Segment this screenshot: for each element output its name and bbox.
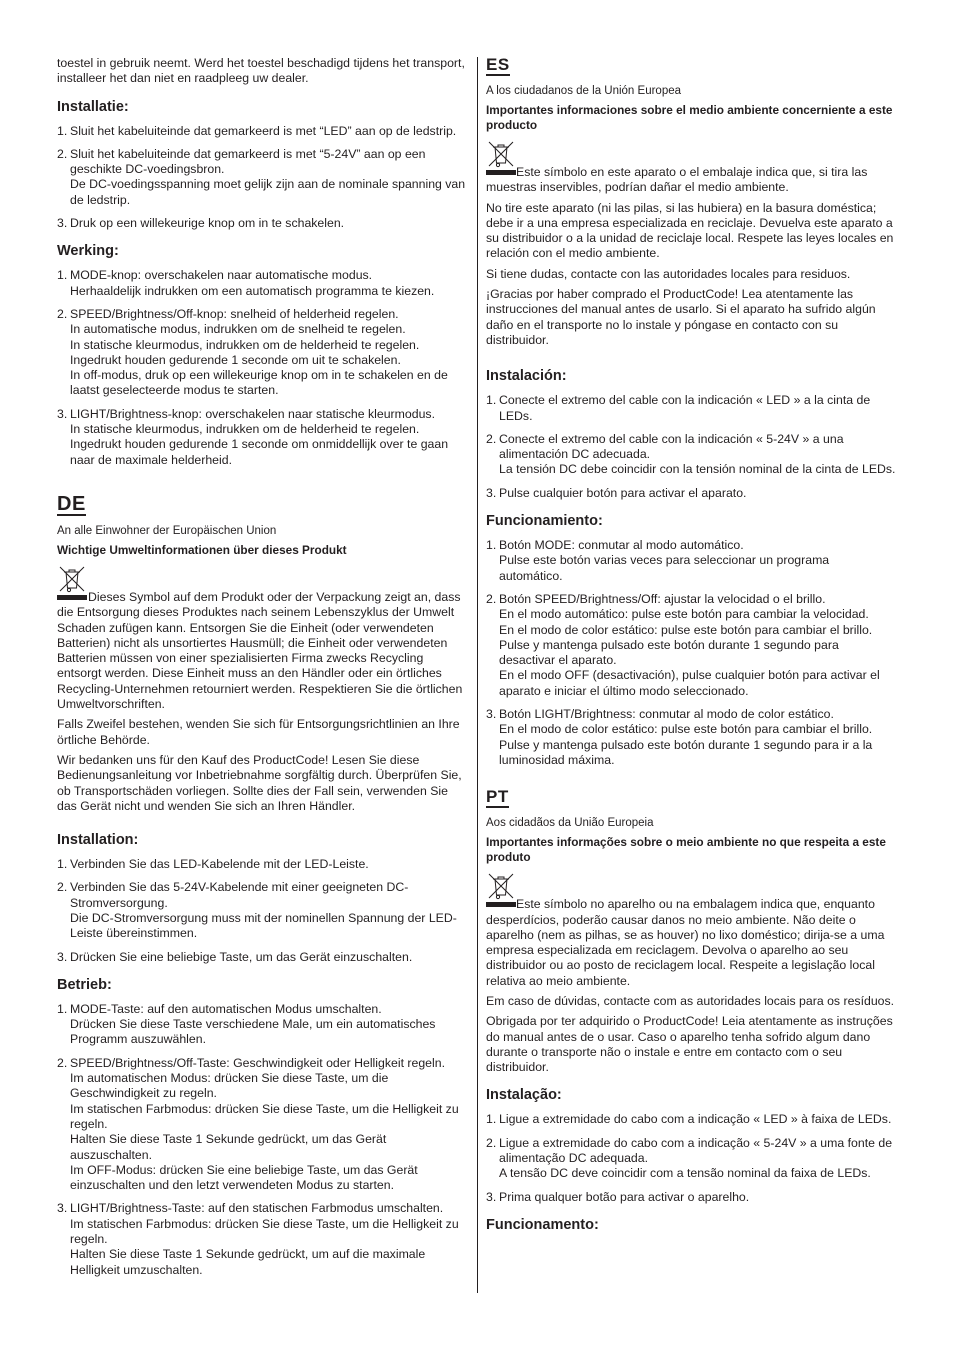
item-line: A tensão DC deve coincidir com a tensão nominal da faixa de LEDs. bbox=[499, 1166, 871, 1181]
es-section bbox=[486, 56, 896, 348]
pt-doubt-text: Em caso de dúvidas, contacte com as autoridades locais para os resíduos. bbox=[486, 993, 895, 1008]
item-number: 3. bbox=[486, 707, 497, 722]
item-number: 1. bbox=[57, 1001, 68, 1016]
list-item bbox=[57, 950, 468, 965]
list-item bbox=[57, 880, 468, 941]
list-item bbox=[57, 1201, 468, 1277]
item-line: En el modo automático: pulse este botón para cambiar la velocidad. bbox=[499, 607, 869, 622]
es-installation-list bbox=[486, 393, 896, 501]
item-line: Die DC-Stromversorgung muss mit der nominellen Spannung der LED-Leiste übereinstimmen. bbox=[70, 910, 457, 941]
es-installation-heading: Instalación: bbox=[486, 368, 567, 385]
item-line: Verbinden Sie das 5-24V-Kabelende mit einer geeigneten DC-Stromversorgung. bbox=[70, 880, 409, 910]
item-line: Botón MODE: conmutar al modo automático. bbox=[499, 538, 744, 553]
nl-operation-list bbox=[57, 268, 468, 468]
item-line: MODE-knop: overschakelen naar automatische modus. bbox=[70, 268, 373, 283]
item-line: Pulse cualquier botón para activar el aparato. bbox=[499, 485, 747, 500]
pt-installation-list bbox=[486, 1112, 896, 1204]
item-line: Herhaaldelijk indrukken om een automatisch programma te kiezen. bbox=[70, 283, 435, 298]
crossed-out-wheelie-bin-icon bbox=[486, 871, 516, 909]
item-line: Pulse y mantenga pulsado este botón durante 1 segundo para desactivar el aparato. bbox=[499, 637, 839, 668]
list-item bbox=[486, 1112, 896, 1127]
list-item bbox=[486, 592, 896, 699]
pt-installation-heading: Instalação: bbox=[486, 1087, 562, 1104]
de-language-code: DE bbox=[57, 492, 86, 515]
pt-operation-heading: Funcionamento: bbox=[486, 1216, 599, 1233]
list-item bbox=[57, 147, 468, 208]
list-item bbox=[486, 538, 896, 584]
item-line: Botón LIGHT/Brightness: conmutar al modo de color estático. bbox=[499, 707, 834, 722]
de-installation-heading: Installation: bbox=[57, 832, 139, 849]
item-line: Ingedrukt houden gedurende 1 seconde om onmiddellijk over te gaan naar de maximale helderheid. bbox=[70, 437, 449, 467]
column-divider bbox=[477, 57, 478, 1293]
item-line: Drücken Sie diese Taste verschiedene Male, um ein automatisches Programm auszuwählen. bbox=[70, 1017, 436, 1047]
item-line: Im statischen Farbmodus: drücken Sie diese Taste, um die Helligkeit zu regeln. bbox=[70, 1216, 459, 1247]
item-line: La tensión DC debe coincidir con la tensión nominal de la cinta de LEDs. bbox=[499, 462, 896, 477]
item-number: 1. bbox=[486, 538, 497, 553]
item-line: Sluit het kabeluiteinde dat gemarkeerd is met “LED” aan op de ledstrip. bbox=[70, 123, 457, 138]
list-item bbox=[57, 216, 468, 231]
pt-language-code: PT bbox=[486, 787, 509, 807]
nl-intro-text: toestel in gebruik neemt. Werd het toestel beschadigd tijdens het transport, installeer het dan niet en raadpleeg uw dealer. bbox=[57, 56, 465, 86]
item-number: 3. bbox=[486, 485, 497, 500]
pt-thanks-text: Obrigada por ter adquirido o ProductCode! Leia atentamente as instruções do manual antes de o usar. Caso o aparelho tenha sofrido algum dano durante o transporte não o instale e entre em contacto com o seu distribuidor. bbox=[486, 1014, 893, 1075]
es-language-code: ES bbox=[486, 55, 510, 74]
item-line: In statische kleurmodus, indrukken om de helderheid te regelen. bbox=[70, 337, 420, 352]
es-disposal-text: No tire este aparato (ni las pilas, si las hubiera) en la basura doméstica; debe ir a una empresa especializada en reciclaje. Devuelva este aparato a su distribuidor o a la unidad de reciclaje local. Respete las leyes locales en relación con el medio ambiente. bbox=[486, 200, 894, 261]
item-number: 1. bbox=[57, 857, 68, 872]
list-item bbox=[57, 857, 468, 872]
item-line: En el modo de color estático: pulse este botón para cambiar el brillo. bbox=[499, 622, 873, 637]
nl-operation-heading: Werking: bbox=[57, 243, 119, 260]
es-weee-text: Este símbolo en este aparato o el embalaje indica que, si tira las muestras inservibles, podrían dañar el medio ambiente. bbox=[486, 165, 868, 195]
item-number: 2. bbox=[486, 431, 497, 446]
item-line: Druk op een willekeurige knop om in te schakelen. bbox=[70, 216, 345, 231]
item-line: En el modo de color estático: pulse este botón para cambiar el brillo. bbox=[499, 722, 873, 737]
left-column bbox=[57, 56, 468, 1286]
list-item bbox=[57, 1056, 468, 1194]
item-number: 3. bbox=[57, 1201, 68, 1216]
es-operation-heading: Funcionamiento: bbox=[486, 513, 603, 530]
item-line: In off-modus, druk op een willekeurige knop om in te schakelen en de laatst geselecteerde modus te starten. bbox=[70, 368, 448, 398]
list-item bbox=[486, 486, 896, 501]
item-line: En el modo OFF (desactivación), pulse cualquier botón para activar el aparato e iniciar el último modo seleccionado. bbox=[499, 668, 880, 698]
de-installation-list bbox=[57, 857, 468, 965]
item-number: 1. bbox=[57, 123, 68, 138]
item-number: 2. bbox=[57, 306, 68, 321]
de-weee-text: Dieses Symbol auf dem Produkt oder der Verpackung zeigt an, dass die Entsorgung dieses Produktes nach seinem Lebenszyklus der Umwelt Schaden zufügen kann. Entsorgen Sie die Einheit (oder verwendeten Batterien) nicht als unsortiertes Hausmüll; die Einheit oder verwendeten Batterien müssen von einer spezialisierten Firma zwecks Recycling entsorgt werden. Diese Einheit muss an den Händler oder ein örtliches Recycling-Unternehmen retourniert werden. Respektieren Sie die örtlichen Umweltvorschriften. bbox=[57, 589, 463, 712]
item-number: 1. bbox=[57, 268, 68, 283]
item-line: Verbinden Sie das LED-Kabelende mit der LED-Leiste. bbox=[70, 857, 369, 872]
item-line: Prima qualquer botão para activar o aparelho. bbox=[499, 1189, 750, 1204]
list-item bbox=[486, 432, 896, 478]
de-thanks-text: Wir bedanken uns für den Kauf des ProductCode! Lesen Sie diese Bedienungsanleitung vor Inbetriebnahme sorgfältig durch. Überprüfen Sie, ob Transportschäden vorliegen. Sollte dies der Fall sein, verwenden Sie das Gerät nicht und wenden Sie sich an Ihren Händler. bbox=[57, 752, 462, 813]
right-column bbox=[486, 56, 896, 1242]
item-line: In automatische modus, indrukken om de snelheid te regelen. bbox=[70, 322, 406, 337]
item-line: Pulse este botón varias veces para seleccionar un programa automático. bbox=[499, 553, 830, 583]
item-line: LIGHT/Brightness-Taste: auf den statischen Farbmodus umschalten. bbox=[70, 1201, 444, 1216]
item-line: Drücken Sie eine beliebige Taste, um das Gerät einzuschalten. bbox=[70, 949, 413, 964]
es-env-heading: Importantes informaciones sobre el medio ambiente concerniente a este producto bbox=[486, 103, 893, 132]
item-number: 2. bbox=[57, 146, 68, 161]
pt-env-heading: Importantes informações sobre o meio ambiente no que respeita a este produto bbox=[486, 835, 886, 865]
de-operation-heading: Betrieb: bbox=[57, 976, 112, 993]
de-addressee: An alle Einwohner der Europäischen Union bbox=[57, 524, 277, 537]
item-number: 3. bbox=[57, 406, 68, 421]
item-line: De DC-voedingsspanning moet gelijk zijn aan de nominale spanning van de ledstrip. bbox=[70, 177, 466, 207]
nl-installation-list bbox=[57, 124, 468, 232]
item-line: Ligue a extremidade do cabo com a indicação « LED » à faixa de LEDs. bbox=[499, 1112, 892, 1127]
item-line: Im statischen Farbmodus: drücken Sie diese Taste, um die Helligkeit zu regeln. bbox=[70, 1101, 459, 1131]
item-line: Conecte el extremo del cable con la indicación « 5-24V » a una alimentación DC adecuada. bbox=[499, 431, 844, 462]
item-line: SPEED/Brightness/Off-knop: snelheid of helderheid regelen. bbox=[70, 306, 399, 321]
item-number: 2. bbox=[57, 880, 68, 895]
list-item bbox=[486, 1136, 896, 1182]
item-number: 2. bbox=[57, 1055, 68, 1070]
de-doubt-text: Falls Zweifel bestehen, wenden Sie sich für Entsorgungsrichtlinien an Ihre örtliche Behörde. bbox=[57, 717, 460, 747]
item-line: Pulse y mantenga pulsado este botón durante 1 segundo para ir a la luminosidad máxima. bbox=[499, 737, 873, 767]
list-item bbox=[57, 124, 468, 139]
list-item bbox=[57, 1002, 468, 1048]
pt-section bbox=[486, 788, 896, 1075]
crossed-out-wheelie-bin-icon bbox=[57, 564, 87, 602]
es-thanks-text: ¡Gracias por haber comprado el ProductCode! Lea atentamente las instrucciones del manual antes de usarlo. Si el aparato ha sufrido algún daño en el transporte no lo instale y póngase en contacto con su distribuidor. bbox=[486, 287, 876, 347]
item-line: MODE-Taste: auf den automatischen Modus umschalten. bbox=[70, 1001, 382, 1016]
de-section bbox=[57, 494, 468, 814]
list-item bbox=[57, 307, 468, 399]
list-item bbox=[486, 707, 896, 768]
item-line: Halten Sie diese Taste 1 Sekunde gedrückt, um das Gerät auszuschalten. bbox=[70, 1132, 387, 1162]
pt-addressee: Aos cidadãos da União Europeia bbox=[486, 817, 654, 830]
list-item bbox=[486, 1190, 896, 1205]
item-line: Botón SPEED/Brightness/Off: ajustar la velocidad o el brillo. bbox=[499, 591, 826, 606]
item-line: In statische kleurmodus, indrukken om de helderheid te regelen. bbox=[70, 422, 420, 437]
item-number: 2. bbox=[486, 591, 497, 606]
pt-weee-text: Este símbolo no aparelho ou na embalagem indica que, enquanto desperdícios, poderão causar danos no meio ambiente. Não deite o aparelho (nem as pilhas, se as houver) no lixo doméstico; dirija-se a uma empresa especializada em reciclagem. Devolva o aparelho ao seu distribuidor ou ao posto de reciclagem local. Respeite a legislação local relativa ao meio ambiente. bbox=[486, 897, 885, 988]
item-number: 3. bbox=[486, 1189, 497, 1204]
item-line: SPEED/Brightness/Off-Taste: Geschwindigkeit oder Helligkeit regeln. bbox=[70, 1055, 446, 1070]
item-line: Ligue a extremidade do cabo com a indicação « 5-24V » a uma fonte de alimentação DC adequada. bbox=[499, 1135, 893, 1166]
list-item bbox=[57, 268, 468, 299]
item-number: 2. bbox=[486, 1135, 497, 1150]
nl-installation-heading: Installatie: bbox=[57, 98, 129, 115]
item-line: Ingedrukt houden gedurende 1 seconde om uit te schakelen. bbox=[70, 352, 401, 367]
item-number: 3. bbox=[57, 216, 68, 231]
item-number: 1. bbox=[486, 1112, 497, 1127]
item-line: Sluit het kabeluiteinde dat gemarkeerd is met “5-24V” aan op een geschikte DC-voedingsbron. bbox=[70, 146, 426, 177]
item-line: Im OFF-Modus: drücken Sie eine beliebige Taste, um das Gerät einzuschalten und den letzt verwendeten Modus zu starten. bbox=[70, 1162, 418, 1193]
item-line: Conecte el extremo del cable con la indicación « LED » a la cinta de LEDs. bbox=[499, 393, 871, 423]
item-line: LIGHT/Brightness-knop: overschakelen naar statische kleurmodus. bbox=[70, 406, 435, 421]
item-line: Im automatischen Modus: drücken Sie diese Taste, um die Geschwindigkeit zu regeln. bbox=[70, 1071, 389, 1101]
de-env-heading: Wichtige Umweltinformationen über dieses Produkt bbox=[57, 542, 347, 557]
list-item bbox=[57, 407, 468, 468]
crossed-out-wheelie-bin-icon bbox=[486, 139, 516, 177]
item-number: 3. bbox=[57, 949, 68, 964]
es-operation-list bbox=[486, 538, 896, 768]
list-item bbox=[486, 393, 896, 424]
es-addressee: A los ciudadanos de la Unión Europea bbox=[486, 85, 682, 97]
es-doubt-text: Si tiene dudas, contacte con las autoridades locales para residuos. bbox=[486, 266, 851, 281]
de-operation-list bbox=[57, 1002, 468, 1278]
item-number: 1. bbox=[486, 393, 497, 408]
item-line: Halten Sie diese Taste 1 Sekunde gedrückt, um auf die maximale Helligkeit umzuschalten. bbox=[70, 1247, 426, 1277]
